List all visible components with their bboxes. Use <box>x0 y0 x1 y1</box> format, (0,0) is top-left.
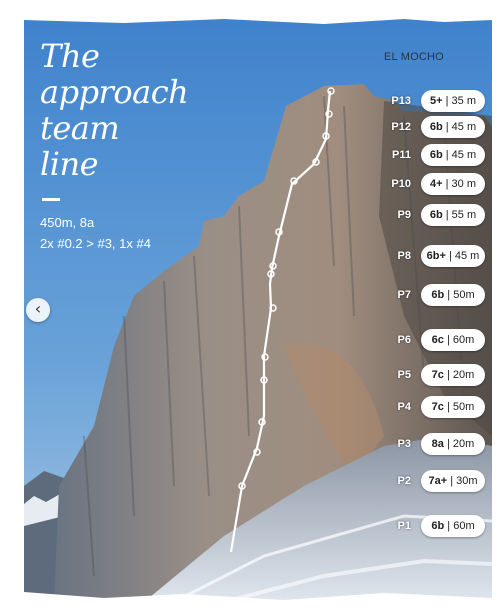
pitch-number: P7 <box>397 289 411 301</box>
pitch-grade-pill <box>421 116 485 138</box>
chevron-left-icon[interactable]: ‹ <box>26 298 50 322</box>
pitch-number: P10 <box>391 178 411 190</box>
pitch-number: P8 <box>397 250 411 262</box>
pitch-grade-pill <box>421 329 485 351</box>
pitch-length: 45 m <box>451 149 477 161</box>
pitch-grade: 6b <box>431 520 445 532</box>
pitch-grade: 6b+ <box>426 250 446 262</box>
pitch-grade: 6b <box>429 209 443 221</box>
pitch-grade-pill <box>421 433 485 455</box>
pitch-number: P1 <box>397 520 411 532</box>
carousel-dots[interactable] <box>220 598 274 602</box>
pitch-number: P9 <box>397 209 411 221</box>
title-dash <box>42 198 60 201</box>
pill-separator: | <box>442 209 452 221</box>
pill-separator: | <box>442 149 452 161</box>
pill-separator: | <box>443 438 453 450</box>
pitch-row <box>24 515 492 537</box>
pill-separator: | <box>447 475 457 487</box>
pitch-grade-pill <box>421 396 485 418</box>
pitch-grade-pill <box>421 173 485 195</box>
pitch-grade: 7c <box>431 401 444 413</box>
pill-separator: | <box>443 369 453 381</box>
pitch-number: P3 <box>397 438 411 450</box>
pitch-row <box>24 116 492 138</box>
title-line-3: team <box>40 109 120 147</box>
pill-separator: | <box>442 178 452 190</box>
pitch-length: 30 m <box>451 178 476 190</box>
pitch-number: P13 <box>391 95 411 107</box>
pitch-grade-pill <box>421 204 485 226</box>
pitch-length: 60m <box>452 334 475 346</box>
pitch-row <box>24 204 492 226</box>
pitch-grade-pill <box>421 90 485 112</box>
title-line-1: The <box>40 37 100 75</box>
pitch-row <box>24 144 492 166</box>
pitch-length: 55 m <box>451 209 477 221</box>
pitch-grade-pill <box>421 470 485 492</box>
pitch-length: 45 m <box>451 121 477 133</box>
pitch-grade: 6c <box>431 334 444 346</box>
pitch-row <box>24 396 492 418</box>
pitch-number: P2 <box>397 475 411 487</box>
gear-list: 2x #0.2 > #3, 1x #4 <box>40 236 151 251</box>
pitch-grade: 6b <box>429 149 443 161</box>
pitch-row <box>24 364 492 386</box>
pitch-row <box>24 284 492 306</box>
pitch-length: 50m <box>453 289 475 301</box>
pitch-number: P4 <box>397 401 411 413</box>
peak-name: EL MOCHO <box>384 51 444 63</box>
pill-separator: | <box>443 401 453 413</box>
topo-image-card <box>24 16 492 602</box>
pitch-row <box>24 173 492 195</box>
pitch-length: 60m <box>453 520 475 532</box>
pitch-number: P11 <box>392 149 411 161</box>
pitch-length: 35 m <box>451 95 476 107</box>
pitch-grade-pill <box>421 284 485 306</box>
pitch-grade: 6b <box>429 121 443 133</box>
pitch-grade: 5+ <box>430 95 443 107</box>
pitch-length: 30m <box>456 475 478 487</box>
pitch-grade-pill <box>421 515 485 537</box>
pill-separator: | <box>442 95 452 107</box>
length-grade: 450m, 8a <box>40 215 95 230</box>
pill-separator: | <box>444 520 454 532</box>
pitch-grade: 7a+ <box>428 475 448 487</box>
pill-separator: | <box>442 121 452 133</box>
pitch-length: 20m <box>452 438 475 450</box>
pitch-grade: 8a <box>431 438 444 450</box>
pitch-length: 50m <box>452 401 475 413</box>
pitch-length: 45 m <box>454 250 480 262</box>
pitch-row <box>24 470 492 492</box>
pitch-row <box>24 245 492 267</box>
pitch-number: P5 <box>397 369 411 381</box>
pitch-number: P6 <box>397 334 411 346</box>
pitch-grade-pill <box>421 364 485 386</box>
pitch-grade-pill <box>421 144 485 166</box>
pitch-row <box>24 433 492 455</box>
pitch-row <box>24 90 492 112</box>
pitch-grade: 7c <box>431 369 444 381</box>
pill-separator: | <box>443 334 453 346</box>
title-line-4: line <box>40 145 99 183</box>
pill-separator: | <box>445 250 455 262</box>
pitch-grade-pill <box>421 245 485 267</box>
pill-separator: | <box>444 289 454 301</box>
pitch-grade: 4+ <box>430 178 443 190</box>
title-line-2: approach <box>40 73 189 111</box>
pitch-row <box>24 329 492 351</box>
pitch-number: P12 <box>391 121 411 133</box>
pitch-length: 20m <box>452 369 475 381</box>
pitch-grade: 6b <box>431 289 445 301</box>
